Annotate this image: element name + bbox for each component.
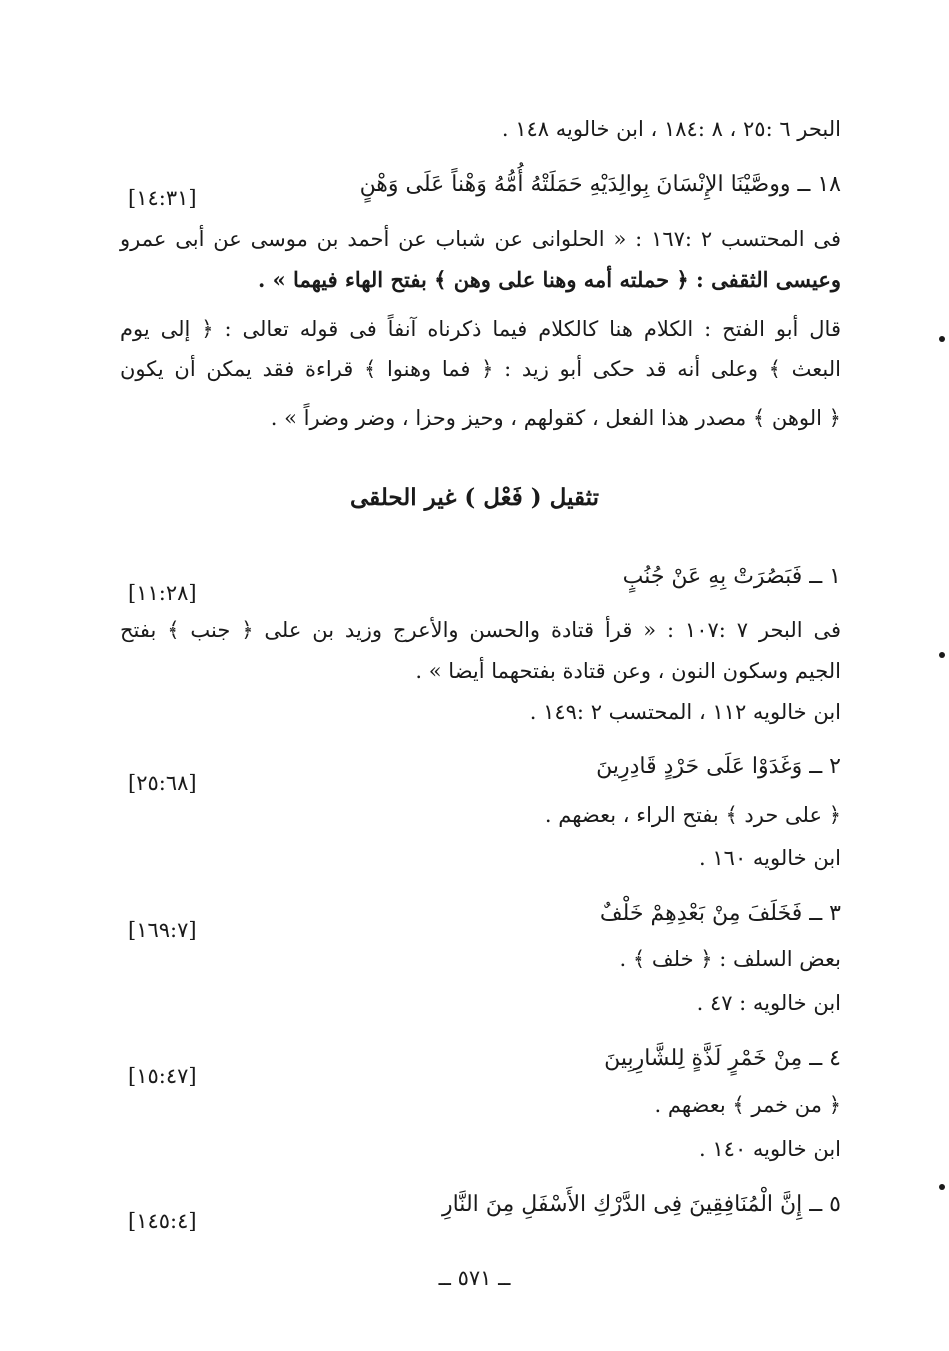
- commentary-line: فى المحتسب ٢ :١٦٧ : « الحلوانى عن شباب عن أحمد بن موسى عن أبى عمرو: [120, 227, 841, 251]
- commentary-line: ﴿ من خمر ﴾ بعضهم .: [654, 1093, 841, 1117]
- commentary-line: البعث ﴾ وعلى أنه قد حكى أبو زيد : ﴿ فما وهنوا ﴾ قراءة فقد يمكن أن يكون: [120, 357, 841, 381]
- page-number: ــ ٥٧١ ــ: [438, 1266, 511, 1290]
- verse-reference: [١٥:٤٧]: [128, 1064, 197, 1088]
- verse-5: ٥ ــ إِنَّ الْمُنَافِقِينَ فِى الدَّرْكِ الأَسْفَلِ مِنَ النَّارِ: [441, 1192, 841, 1217]
- citation-line: البحر ٦ :٢٥ ، ٨ :١٨٤ ، ابن خالويه ١٤٨ .: [501, 117, 841, 141]
- source-line: ابن خالويه : ٤٧ .: [696, 991, 841, 1015]
- verse-reference: [١٦٩:٧]: [128, 918, 197, 942]
- verse-reference: [١٤:٣١]: [128, 186, 197, 210]
- verse-3: ٣ ــ فَخَلَفَ مِنْ بَعْدِهِمْ خَلْفٌ: [599, 901, 841, 926]
- commentary-line: ﴿ على حرد ﴾ بفتح الراء ، بعضهم .: [544, 803, 841, 827]
- commentary-line: ﴿ الوهن ﴾ مصدر هذا الفعل ، كقولهم ، وحيز وحزا ، وضر وضراً » .: [270, 406, 841, 430]
- scan-mark: [939, 652, 945, 658]
- commentary-line: الجيم وسكون النون ، وعن قتادة بفتحهما أيضا » .: [415, 659, 841, 683]
- commentary-line: وعيسى الثقفى : ﴿ حملته أمه وهنا على وهن ﴾ بفتح الهاء فيهما » .: [257, 267, 841, 292]
- verse-reference: [٢٥:٦٨]: [128, 771, 197, 795]
- commentary-line: فى البحر ٧ :١٠٧ : « قرأ قتادة والحسن والأعرج وزيد بن على ﴿ جنب ﴾ بفتح: [120, 618, 841, 642]
- source-line: ابن خالويه ١٦٠ .: [699, 846, 841, 870]
- verse-reference: [١١:٢٨]: [128, 581, 197, 605]
- section-heading: تثقيل ( فَعْل ) غير الحلقى: [350, 484, 599, 511]
- source-line: ابن خالويه ١١٢ ، المحتسب ٢ :١٤٩ .: [529, 700, 841, 724]
- verse-2: ٢ ــ وَغَدَوْا عَلَى حَرْدٍ قَادِرِينَ: [596, 754, 841, 779]
- verse-4: ٤ ــ مِنْ خَمْرٍ لَذَّةٍ لِلشَّارِبِينَ: [604, 1046, 841, 1071]
- scan-mark: [939, 1184, 945, 1190]
- verse-18: ١٨ ــ ووصَّيْنَا الإِنْسَانَ بِوالِدَيْهِ حَمَلَتْهُ أُمُّهُ وَهْناً عَلَى وَهْنٍ: [359, 172, 841, 197]
- scan-mark: [939, 336, 945, 342]
- verse-1: ١ ــ فَبَصُرَتْ بِهِ عَنْ جُنُبٍ: [622, 564, 841, 589]
- commentary-line: بعض السلف : ﴿ خلف ﴾ .: [619, 947, 841, 971]
- source-line: ابن خالويه ١٤٠ .: [699, 1137, 841, 1161]
- verse-reference: [١٤٥:٤]: [128, 1209, 197, 1233]
- commentary-line: قال أبو الفتح : الكلام هنا كالكلام فيما ذكرناه آنفاً فى قوله تعالى : ﴿ إلى يوم: [120, 317, 841, 341]
